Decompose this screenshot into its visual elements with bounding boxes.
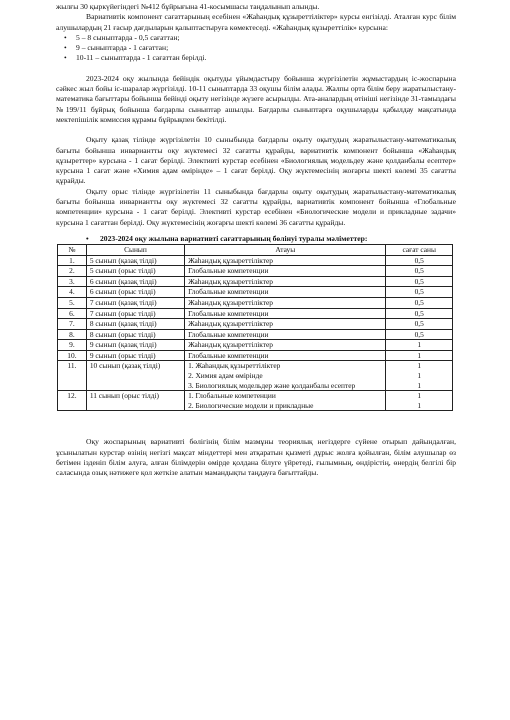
table-row xyxy=(58,391,453,411)
row-hours xyxy=(386,329,453,340)
hours-value: 1 xyxy=(417,380,422,390)
row-number: 1. xyxy=(58,255,87,266)
header-hours: сағат саны xyxy=(386,244,453,255)
table-row xyxy=(58,287,453,298)
table-header-row xyxy=(58,244,453,255)
row-class: 7 сынып (орыс тілді) xyxy=(86,308,184,319)
table-row xyxy=(58,266,453,277)
hours-value: 0,5 xyxy=(414,266,424,276)
course-name-line: Глобальные компетенции xyxy=(188,308,269,318)
paragraph-conclusion: Оқу жоспарының вариативті бөлігінің білім мазмұны теориялық негіздерге сүйене отырып дайындалған, ұсынылатын курстар өзінің негізгі мақсат міндеттері мен атқаратын қызметі дұрыс жолға қойылған, білім алушылар өз бетімен ізденіп білім алуға, алған білімдерін өмірде қолдана білуге үйретеді, ғылымның, өндірістің, өнердің белгілі бір саласында озық нәтижеге қол жеткізе алатын мамандықты таңдауға бағыттайды. xyxy=(56,437,456,478)
hours-value: 0,5 xyxy=(414,255,424,265)
hours-value: 0,5 xyxy=(414,329,424,339)
row-number: 11. xyxy=(58,361,87,391)
row-hours xyxy=(386,266,453,277)
hours-value: 0,5 xyxy=(414,319,424,329)
row-number: 7. xyxy=(58,319,87,330)
hours-table xyxy=(57,244,453,412)
hours-value: 1 xyxy=(417,350,422,360)
course-name-line: 3. Биологиялық модельдер және қолданбалы есептер xyxy=(188,380,356,390)
list-item: • 10-11 – сыныптарда - 1 сағаттан берілді. xyxy=(56,53,456,63)
row-class: 6 сынып (қазақ тілді) xyxy=(86,276,184,287)
row-hours xyxy=(386,287,453,298)
row-hours xyxy=(386,361,453,391)
row-number: 12. xyxy=(58,391,87,411)
hours-value: 1 xyxy=(417,340,422,350)
table-row xyxy=(58,340,453,351)
row-course-name xyxy=(185,255,386,266)
hours-value: 1 xyxy=(417,391,422,401)
hours-value: 1 xyxy=(417,361,422,371)
row-number: 4. xyxy=(58,287,87,298)
table-row xyxy=(58,329,453,340)
row-class: 9 сынып (орыс тілді) xyxy=(86,350,184,361)
paragraph-variative: Вариативтік компонент сағаттарының есебінен «Жаһандық құзыреттіліктер» курсы енгізілді. Аталған курс білім алушылардың 21 ғасыр дағдыларын қалыптастыруға көмектеседі. «Жаһандық құзыреттілік» курсына: xyxy=(56,12,456,32)
row-class: 7 сынып (қазақ тілді) xyxy=(86,297,184,308)
table-row xyxy=(58,319,453,330)
row-number: 6. xyxy=(58,308,87,319)
course-name-line: Жаһандық құзыреттіліктер xyxy=(188,255,273,265)
row-hours xyxy=(386,319,453,330)
row-course-name xyxy=(185,297,386,308)
paragraph-russian-class: Оқыту орыс тілінде жүргізілетін 11 сыныбында бағдарлы оқыту оқытудың жаратылыстану-математикалық бағыты бойынша инвариантты оқу жүктемесі 32 сағатты құрайды, вариативтік компонент бойынша «Глобальные компетенции» курсына - 1 сағат берілді. Элективті курстар есебінен «Биологические модели и прикладные задачи» курсына 1 сағаттан берілді. Оқу жүктемесінің жоғарғы шекті көлемі 36 сағатты құрайды. xyxy=(56,186,456,227)
paragraph-profile: 2023-2024 оқу жылында бейіндік оқытуды ұйымдастыру бойынша жүргізілетін жұмыстардың іс-жоспарына сәйкес жыл бойы іс-шаралар жүргізілді. 10-11 сыныптарда 33 оқушы білім алады. Жалпы орта білім беру жаратылыстану-математика бағыттары бойынша бейінді оқыту негізінде жүзеге асырылды. Ата-аналардың өтініші негізінде 31-тамыздағы №199/11 бұйрық бойынша бағдарлы сыныптар ашылды. Бағдарлы сыныптарға оқушыларды қабылдау мақсатында мектепішілік комиссия құрамы бұйрықпен бекітілді. xyxy=(56,73,456,124)
row-number: 8. xyxy=(58,329,87,340)
row-hours xyxy=(386,391,453,411)
course-name-line: Жаһандық құзыреттіліктер xyxy=(188,276,273,286)
row-hours xyxy=(386,308,453,319)
hours-value: 0,5 xyxy=(414,276,424,286)
row-class: 5 сынып (қазақ тілді) xyxy=(86,255,184,266)
list-item: • 9 – сыныптарда - 1 сағаттан; xyxy=(56,43,456,53)
course-name-line: 1. Жаһандық құзыреттіліктер xyxy=(188,361,281,371)
row-course-name xyxy=(185,276,386,287)
header-class: Сынып xyxy=(86,244,184,255)
row-number: 10. xyxy=(58,350,87,361)
row-hours xyxy=(386,276,453,287)
course-name-line: 2. Биологические модели и прикладные xyxy=(188,400,314,410)
table-row xyxy=(58,255,453,266)
row-hours xyxy=(386,350,453,361)
row-course-name xyxy=(185,391,386,411)
row-course-name xyxy=(185,287,386,298)
row-course-name xyxy=(185,308,386,319)
hours-value: 1 xyxy=(417,400,422,410)
row-class: 6 сынып (орыс тілді) xyxy=(86,287,184,298)
row-number: 3. xyxy=(58,276,87,287)
course-name-line: 1. Глобальные компетенции xyxy=(188,391,276,401)
course-name-line: Глобальные компетенции xyxy=(188,266,269,276)
course-name-line: Жаһандық құзыреттіліктер xyxy=(188,319,273,329)
paragraph-intro: жылғы 30 қыркүйегіндегі №412 бұйрығына 41-косымшасы таңдалынып алынды. xyxy=(56,2,320,11)
row-course-name xyxy=(185,319,386,330)
bullet-list xyxy=(56,33,456,64)
row-number: 5. xyxy=(58,297,87,308)
row-course-name xyxy=(185,266,386,277)
course-name-line: 2. Химия адам өмірінде xyxy=(188,371,263,381)
row-class: 11 сынып (орыс тілді) xyxy=(86,391,184,411)
row-class: 5 сынып (орыс тілді) xyxy=(86,266,184,277)
course-name-line: Глобальные компетенции xyxy=(188,287,269,297)
row-course-name xyxy=(185,329,386,340)
table-row xyxy=(58,361,453,391)
header-name: Атауы xyxy=(185,244,386,255)
course-name-line: Глобальные компетенции xyxy=(188,350,269,360)
row-hours xyxy=(386,255,453,266)
row-class: 8 сынып (қазақ тілді) xyxy=(86,319,184,330)
table-row xyxy=(58,350,453,361)
table-body xyxy=(58,255,453,411)
course-name-line: Жаһандық құзыреттіліктер xyxy=(188,297,273,307)
list-item: • 5 – 8 сыныптарда - 0,5 сағаттан; xyxy=(56,33,456,43)
row-number: 2. xyxy=(58,266,87,277)
hours-value: 0,5 xyxy=(414,308,424,318)
table-row xyxy=(58,297,453,308)
row-class: 10 сынып (қазақ тілді) xyxy=(86,361,184,391)
row-class: 9 сынып (қазақ тілді) xyxy=(86,340,184,351)
table-row xyxy=(58,276,453,287)
hours-value: 0,5 xyxy=(414,287,424,297)
row-course-name xyxy=(185,340,386,351)
paragraph-kazakh-class: Оқыту қазақ тілінде жүргізілетін 10 сыныбында бағдарлы оқыту оқытудың жаратылыстану-математикалық бағыты бойынша инвариантты оқу жүктемесі 32 сағатты құрайды, вариативтік компонент бойынша «Жаһандық құзыреттер» курсына - 1 сағат берілді. Элективті курстар есебінен «Биологиялық модельдеу және қолданбалы есептер» курсына 1 сағат және «Химия адам өмірінде» – 1 сағат берілді. Оқу жүктемесінің жоғарғы шекті көлемі 35 сағатты құрайды. xyxy=(56,135,456,186)
row-hours xyxy=(386,340,453,351)
row-number: 9. xyxy=(58,340,87,351)
course-name-line: Глобальные компетенции xyxy=(188,329,269,339)
hours-value: 1 xyxy=(417,371,422,381)
row-course-name xyxy=(185,361,386,391)
header-number: № xyxy=(58,244,87,255)
table-row xyxy=(58,308,453,319)
row-course-name xyxy=(185,350,386,361)
hours-value: 0,5 xyxy=(414,297,424,307)
row-hours xyxy=(386,297,453,308)
course-name-line: Жаһандық құзыреттіліктер xyxy=(188,340,273,350)
table-heading: • 2023-2024 оқу жылына вариативті сағаттарының бөлінуі туралы мәліметтер: xyxy=(56,234,456,244)
row-class: 8 сынып (орыс тілді) xyxy=(86,329,184,340)
